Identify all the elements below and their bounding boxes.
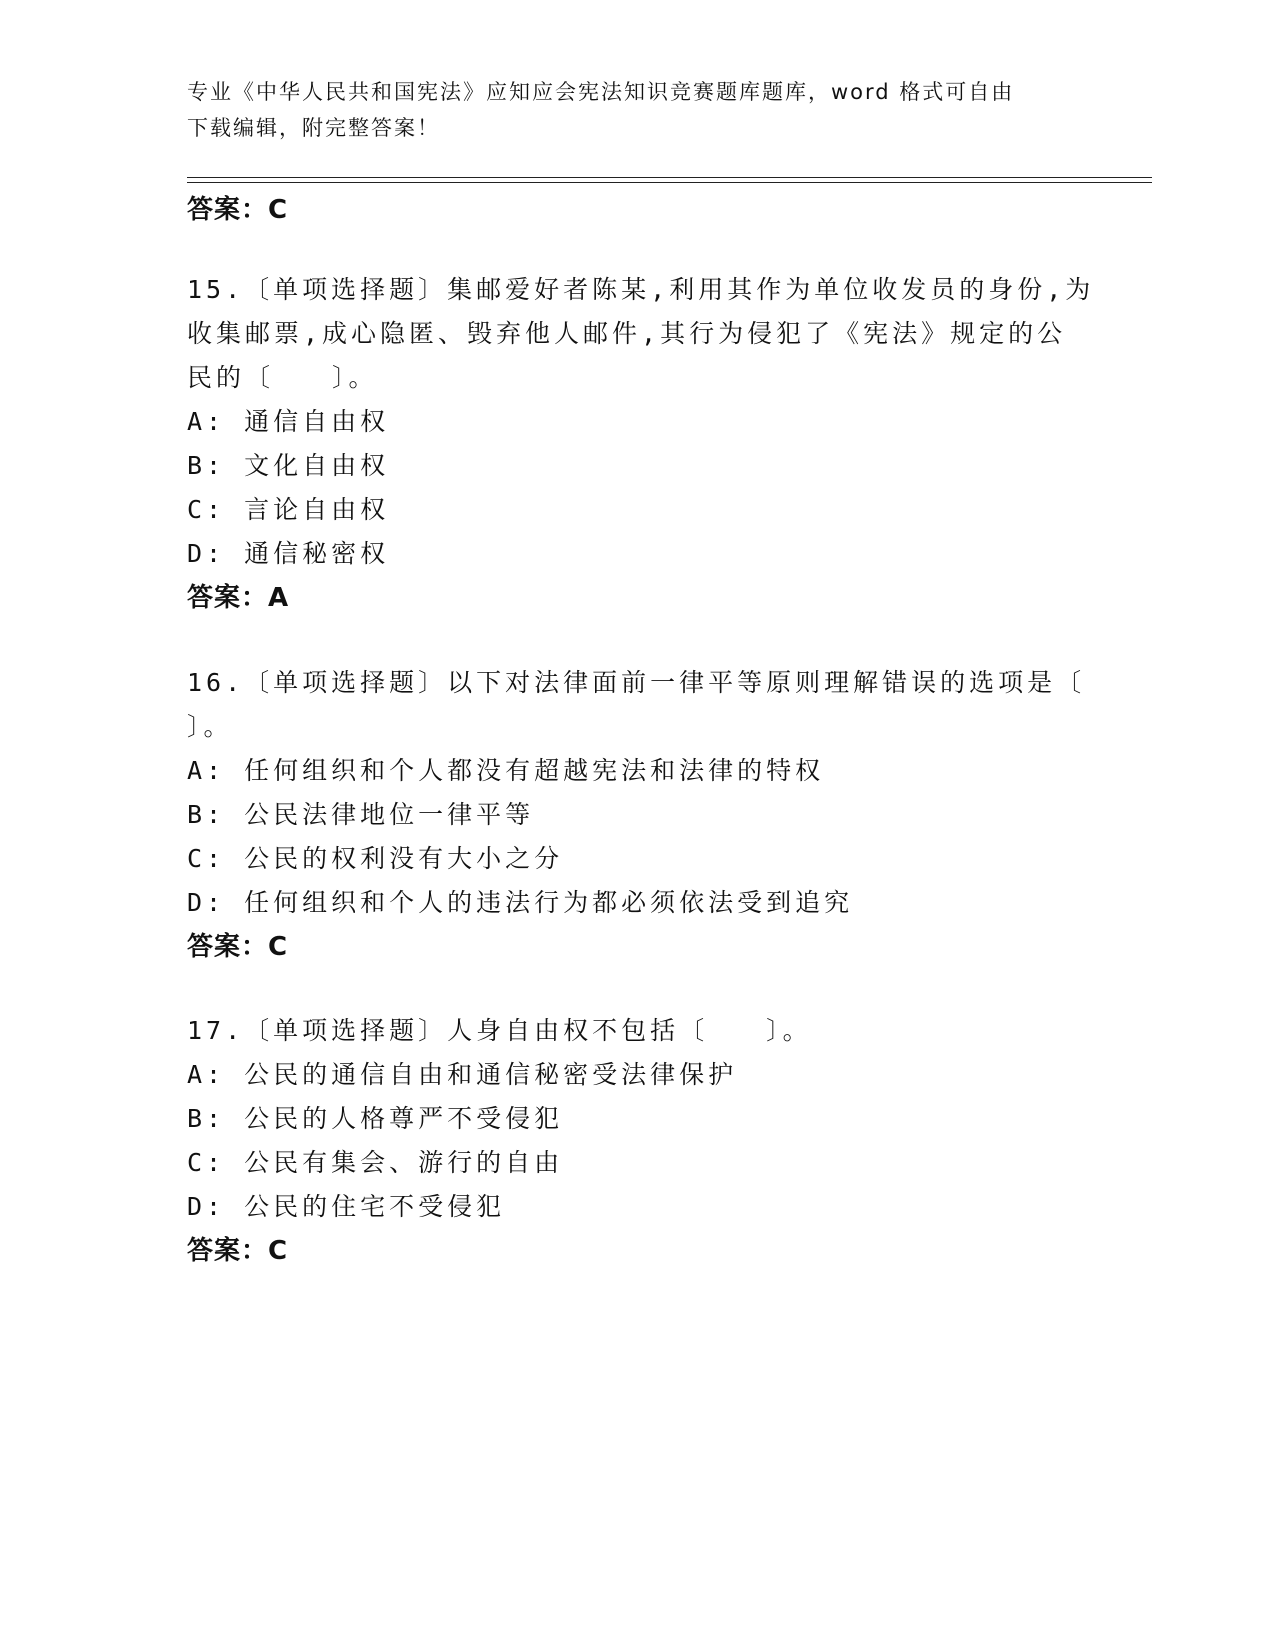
header-divider-top (187, 177, 1152, 178)
question-17-option-b: B: 公民的人格尊严不受侵犯 (187, 1104, 564, 1133)
header-divider-bottom (187, 182, 1152, 183)
question-17-option-d: D: 公民的住宅不受侵犯 (187, 1192, 506, 1221)
header-line-1: 专业《中华人民共和国宪法》应知应会宪法知识竞赛题库题库，word 格式可自由 (187, 80, 1015, 104)
question-15-option-b: B: 文化自由权 (187, 451, 390, 480)
question-17-answer: 答案：C (187, 1236, 289, 1266)
question-17-line-1: 17.〔单项选择题〕人身自由权不包括〔 〕。 (187, 1016, 812, 1045)
question-15-option-c: C: 言论自由权 (187, 495, 390, 524)
question-16-option-d: D: 任何组织和个人的违法行为都必须依法受到追究 (187, 888, 854, 917)
question-15-option-a: A: 通信自由权 (187, 407, 390, 436)
question-16-line-2: 〕。 (187, 712, 233, 741)
question-15-line-1: 15.〔单项选择题〕集邮爱好者陈某,利用其作为单位收发员的身份,为 (187, 275, 1095, 304)
question-17-option-a: A: 公民的通信自由和通信秘密受法律保护 (187, 1060, 738, 1089)
question-15-line-3: 民的〔 〕。 (187, 363, 378, 392)
document-header (187, 74, 1087, 146)
question-15-option-d: D: 通信秘密权 (187, 539, 390, 568)
question-16-option-a: A: 任何组织和个人都没有超越宪法和法律的特权 (187, 756, 825, 785)
answer-prev: 答案：C (187, 195, 289, 225)
header-line-2: 下载编辑，附完整答案！ (187, 116, 440, 140)
question-15-answer: 答案：A (187, 583, 290, 613)
question-16-option-b: B: 公民法律地位一律平等 (187, 800, 535, 829)
question-16-option-c: C: 公民的权利没有大小之分 (187, 844, 564, 873)
question-17-option-c: C: 公民有集会、游行的自由 (187, 1148, 564, 1177)
question-15-line-2: 收集邮票,成心隐匿、毁弃他人邮件,其行为侵犯了《宪法》规定的公 (187, 319, 1067, 348)
question-16-line-1: 16.〔单项选择题〕以下对法律面前一律平等原则理解错误的选项是〔 (187, 668, 1086, 697)
question-16-answer: 答案：C (187, 932, 289, 962)
